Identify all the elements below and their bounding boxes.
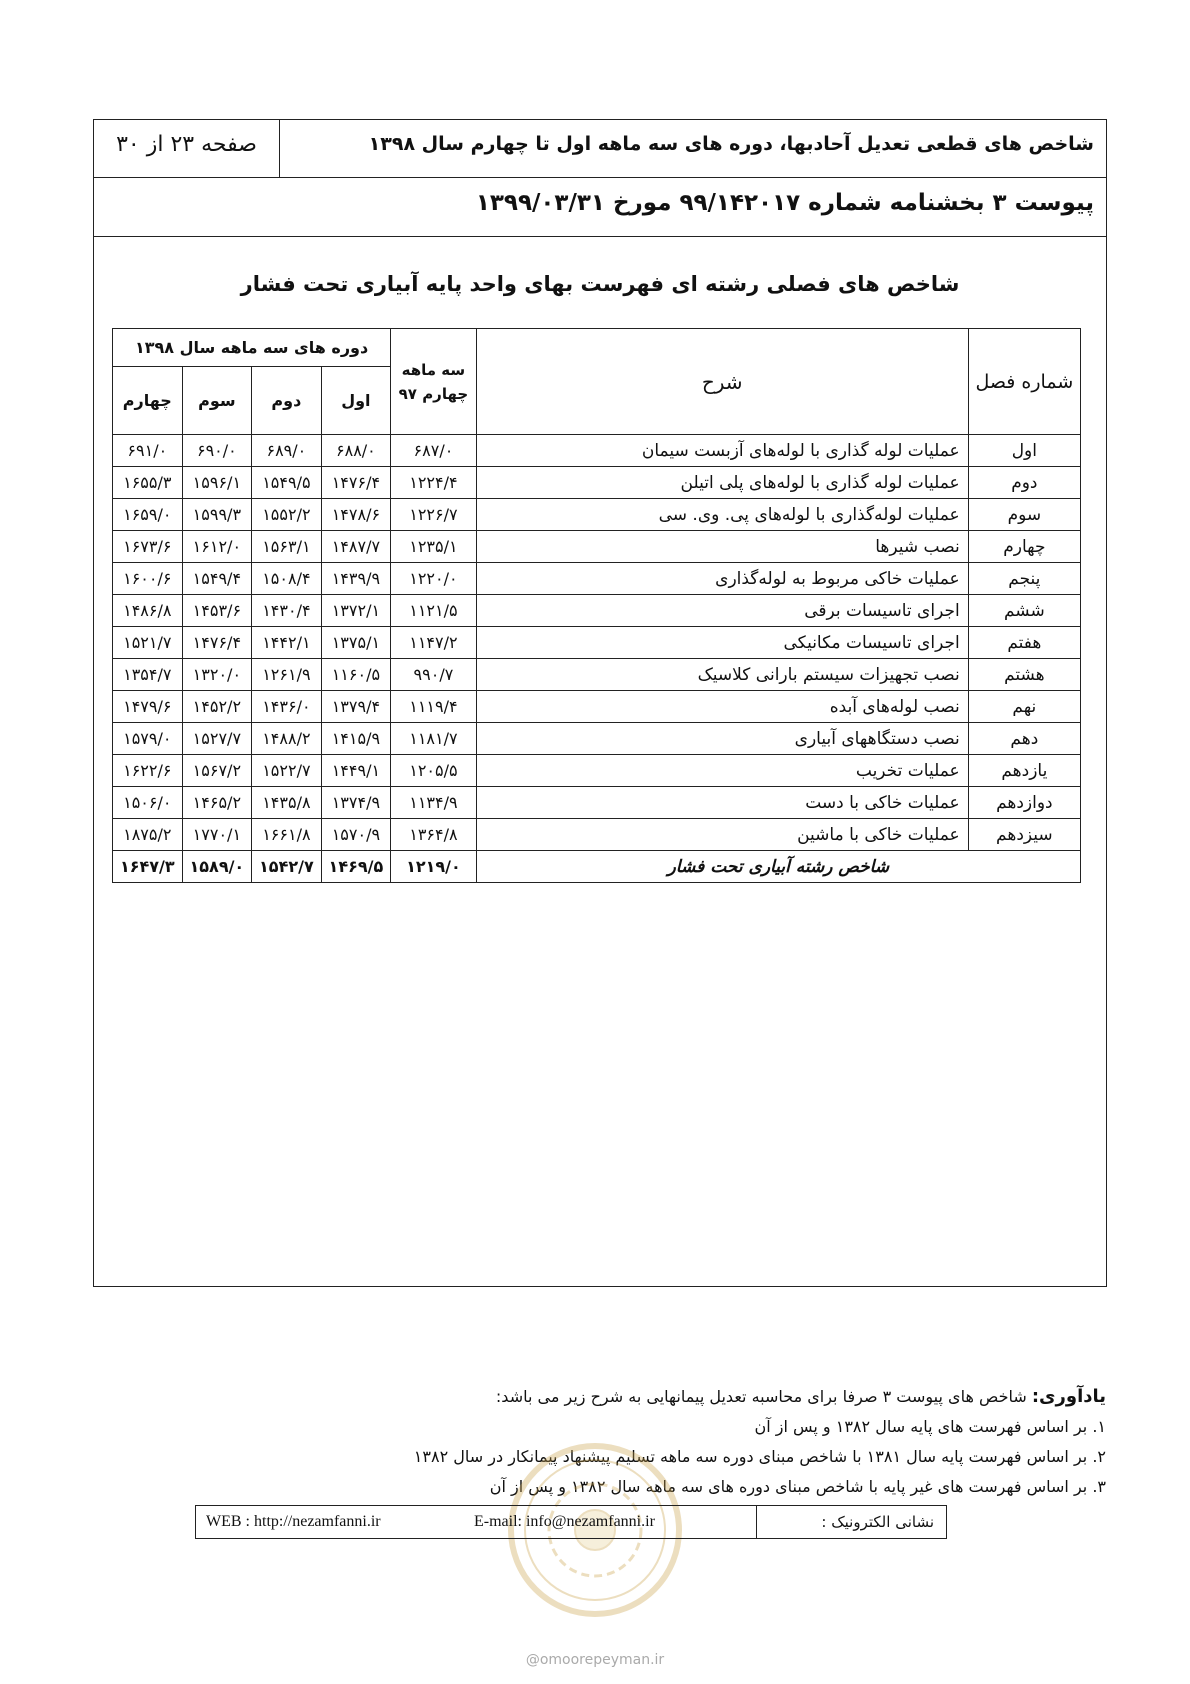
reminder-intro: شاخص های پیوست ۳ صرفا برای محاسبه تعدیل پیمانهایی به شرح زیر می باشد: [495, 1387, 1027, 1406]
q3-cell: ۱۴۵۲/۲ [182, 691, 252, 723]
header-description: شرح [476, 329, 968, 435]
table-row [113, 595, 1081, 627]
q1-cell: ۱۳۷۲/۱ [321, 595, 391, 627]
q4-97-cell: ۶۸۷/۰ [391, 435, 477, 467]
q4-cell: ۱۶۰۰/۶ [113, 563, 183, 595]
chapter-cell: ششم [968, 595, 1080, 627]
q3-cell: ۱۶۱۲/۰ [182, 531, 252, 563]
q2-cell: ۱۵۰۸/۴ [252, 563, 322, 595]
q3-cell: ۱۵۹۹/۳ [182, 499, 252, 531]
q4-97-cell: ۱۱۴۷/۲ [391, 627, 477, 659]
contact-label-cell [756, 1506, 946, 1538]
description-cell: عملیات خاکی با دست [476, 787, 968, 819]
header-q3: سوم [182, 367, 252, 435]
description-cell: عملیات خاکی مربوط به لوله‌گذاری [476, 563, 968, 595]
q4-97-cell: ۱۲۲۴/۴ [391, 467, 477, 499]
document-title: شاخص های قطعی تعدیل آحادبها، دوره های سه ماهه اول تا چهارم سال ۱۳۹۸ [368, 133, 1094, 155]
header-q1: اول [321, 367, 391, 435]
header-period-group: دوره های سه ماهه سال ۱۳۹۸ [113, 329, 391, 367]
index-table [112, 328, 1081, 883]
table-row [113, 787, 1081, 819]
q3-cell: ۶۹۰/۰ [182, 435, 252, 467]
q4-cell: ۱۸۷۵/۲ [113, 819, 183, 851]
q3-cell: ۱۵۲۷/۷ [182, 723, 252, 755]
table-row [113, 435, 1081, 467]
header-row [94, 120, 1106, 178]
reminder-item: ۳. بر اساس فهرست های غیر پایه با شاخص مبنای دوره های سه ماهه سال ۱۳۸۲ و پس از آن [489, 1477, 1106, 1496]
description-cell: نصب شیرها [476, 531, 968, 563]
q4-97-cell: ۱۱۱۹/۴ [391, 691, 477, 723]
table-row [113, 531, 1081, 563]
q4-cell: ۱۴۸۶/۸ [113, 595, 183, 627]
q4-cell: ۱۴۷۹/۶ [113, 691, 183, 723]
q4-97-cell: ۱۱۲۱/۵ [391, 595, 477, 627]
q3-cell: ۱۴۵۳/۶ [182, 595, 252, 627]
chapter-cell: نهم [968, 691, 1080, 723]
q4-cell: ۱۶۵۵/۳ [113, 467, 183, 499]
q1-cell: ۱۳۷۹/۴ [321, 691, 391, 723]
q4-cell: ۱۵۷۹/۰ [113, 723, 183, 755]
subtitle-row [94, 178, 1106, 237]
total-label: شاخص رشته آبیاری تحت فشار [476, 851, 1080, 883]
description-cell: نصب لوله‌های آبده [476, 691, 968, 723]
q2-cell: ۱۴۳۶/۰ [252, 691, 322, 723]
chapter-cell: اول [968, 435, 1080, 467]
q2-cell: ۱۵۵۲/۲ [252, 499, 322, 531]
header-q4-97 [391, 329, 477, 435]
description-cell: عملیات لوله گذاری با لوله‌های پلی اتیلن [476, 467, 968, 499]
q4-97-cell: ۱۳۶۴/۸ [391, 819, 477, 851]
description-cell: عملیات خاکی با ماشین [476, 819, 968, 851]
table-body [113, 435, 1081, 883]
description-cell: اجرای تاسیسات مکانیکی [476, 627, 968, 659]
q4-cell: ۱۳۵۴/۷ [113, 659, 183, 691]
chapter-cell: سوم [968, 499, 1080, 531]
q1-cell: ۱۳۷۵/۱ [321, 627, 391, 659]
q4-cell: ۱۶۷۳/۶ [113, 531, 183, 563]
header-q4-97-line2: چهارم ۹۷ [398, 384, 469, 403]
table-title: شاخص های فصلی رشته ای فهرست بهای واحد پایه آبیاری تحت فشار [240, 272, 960, 296]
q3-cell: ۱۴۶۵/۲ [182, 787, 252, 819]
chapter-cell: هفتم [968, 627, 1080, 659]
q4-cell: ۶۹۱/۰ [113, 435, 183, 467]
total-q1: ۱۴۶۹/۵ [321, 851, 391, 883]
q4-cell: ۱۵۲۱/۷ [113, 627, 183, 659]
header-q4-97-line1: سه ماهه [401, 360, 466, 379]
contact-box [195, 1505, 947, 1539]
q2-cell: ۱۴۸۸/۲ [252, 723, 322, 755]
chapter-cell: چهارم [968, 531, 1080, 563]
website-link[interactable]: WEB : http://nezamfanni.ir [206, 1513, 381, 1530]
watermark-text: @omoorepeyman.ir [525, 1652, 665, 1668]
q4-97-cell: ۱۲۲۶/۷ [391, 499, 477, 531]
table-row [113, 467, 1081, 499]
header-chapter: شماره فصل [968, 329, 1080, 435]
q2-cell: ۱۲۶۱/۹ [252, 659, 322, 691]
description-cell: نصب دستگاههای آبیاری [476, 723, 968, 755]
q3-cell: ۱۵۹۶/۱ [182, 467, 252, 499]
chapter-cell: دوازدهم [968, 787, 1080, 819]
q4-97-cell: ۱۲۰۵/۵ [391, 755, 477, 787]
q4-97-cell: ۱۱۸۱/۷ [391, 723, 477, 755]
circular-reference: پیوست ۳ بخشنامه شماره ۹۹/۱۴۲۰۱۷ مورخ ۱۳۹۹/۰۳/۳۱ [475, 190, 1094, 216]
table-row [113, 819, 1081, 851]
total-q4: ۱۶۴۷/۳ [113, 851, 183, 883]
q2-cell: ۱۴۳۰/۴ [252, 595, 322, 627]
q3-cell: ۱۵۴۹/۴ [182, 563, 252, 595]
email-link[interactable]: E-mail: info@nezamfanni.ir [474, 1513, 655, 1530]
description-cell: اجرای تاسیسات برقی [476, 595, 968, 627]
q4-97-cell: ۱۲۲۰/۰ [391, 563, 477, 595]
table-row [113, 659, 1081, 691]
q4-97-cell: ۱۲۳۵/۱ [391, 531, 477, 563]
table-row [113, 691, 1081, 723]
description-cell: عملیات لوله‌گذاری با لوله‌های پی. وی. سی [476, 499, 968, 531]
total-q4-97: ۱۲۱۹/۰ [391, 851, 477, 883]
contact-label: نشانی الکترونیک : [821, 1513, 934, 1531]
q2-cell: ۱۵۶۳/۱ [252, 531, 322, 563]
q2-cell: ۱۴۳۵/۸ [252, 787, 322, 819]
q1-cell: ۱۴۸۷/۷ [321, 531, 391, 563]
q4-cell: ۱۵۰۶/۰ [113, 787, 183, 819]
chapter-cell: دهم [968, 723, 1080, 755]
reminder-item: ۲. بر اساس فهرست پایه سال ۱۳۸۱ با شاخص مبنای دوره سه ماهه تسلیم پیشنهاد پیمانکار در سال ۱۳۸۲ [413, 1447, 1106, 1466]
q1-cell: ۱۴۱۵/۹ [321, 723, 391, 755]
total-row [113, 851, 1081, 883]
q1-cell: ۶۸۸/۰ [321, 435, 391, 467]
q4-97-cell: ۹۹۰/۷ [391, 659, 477, 691]
table-row [113, 499, 1081, 531]
chapter-cell: هشتم [968, 659, 1080, 691]
q2-cell: ۶۸۹/۰ [252, 435, 322, 467]
table-row [113, 563, 1081, 595]
table-row [113, 627, 1081, 659]
q1-cell: ۱۴۳۹/۹ [321, 563, 391, 595]
header-q2: دوم [252, 367, 322, 435]
q2-cell: ۱۵۲۲/۷ [252, 755, 322, 787]
chapter-cell: یازدهم [968, 755, 1080, 787]
table-row [113, 755, 1081, 787]
q1-cell: ۱۴۷۶/۴ [321, 467, 391, 499]
chapter-cell: دوم [968, 467, 1080, 499]
q1-cell: ۱۴۴۹/۱ [321, 755, 391, 787]
q1-cell: ۱۳۷۴/۹ [321, 787, 391, 819]
reminder-heading: یادآوری: [1031, 1386, 1106, 1407]
reminder-intro-line [106, 1382, 1106, 1412]
description-cell: عملیات تخریب [476, 755, 968, 787]
description-cell: عملیات لوله گذاری با لوله‌های آزبست سیمان [476, 435, 968, 467]
q2-cell: ۱۴۴۲/۱ [252, 627, 322, 659]
q3-cell: ۱۳۲۰/۰ [182, 659, 252, 691]
page-number-cell [94, 120, 280, 177]
document-frame [93, 119, 1107, 1287]
chapter-cell: سیزدهم [968, 819, 1080, 851]
chapter-cell: پنجم [968, 563, 1080, 595]
q1-cell: ۱۵۷۰/۹ [321, 819, 391, 851]
q1-cell: ۱۱۶۰/۵ [321, 659, 391, 691]
q2-cell: ۱۵۴۹/۵ [252, 467, 322, 499]
q3-cell: ۱۵۶۷/۲ [182, 755, 252, 787]
page-number: صفحه ۲۳ از ۳۰ [116, 132, 257, 157]
reminder-item: ۱. بر اساس فهرست های پایه سال ۱۳۸۲ و پس از آن [754, 1417, 1106, 1436]
q1-cell: ۱۴۷۸/۶ [321, 499, 391, 531]
q4-cell: ۱۶۵۹/۰ [113, 499, 183, 531]
q4-97-cell: ۱۱۳۴/۹ [391, 787, 477, 819]
q3-cell: ۱۴۷۶/۴ [182, 627, 252, 659]
total-q3: ۱۵۸۹/۰ [182, 851, 252, 883]
q2-cell: ۱۶۶۱/۸ [252, 819, 322, 851]
description-cell: نصب تجهیزات سیستم بارانی کلاسیک [476, 659, 968, 691]
total-q2: ۱۵۴۲/۷ [252, 851, 322, 883]
header-q4: چهارم [113, 367, 183, 435]
q3-cell: ۱۷۷۰/۱ [182, 819, 252, 851]
table-row [113, 723, 1081, 755]
q4-cell: ۱۶۲۲/۶ [113, 755, 183, 787]
